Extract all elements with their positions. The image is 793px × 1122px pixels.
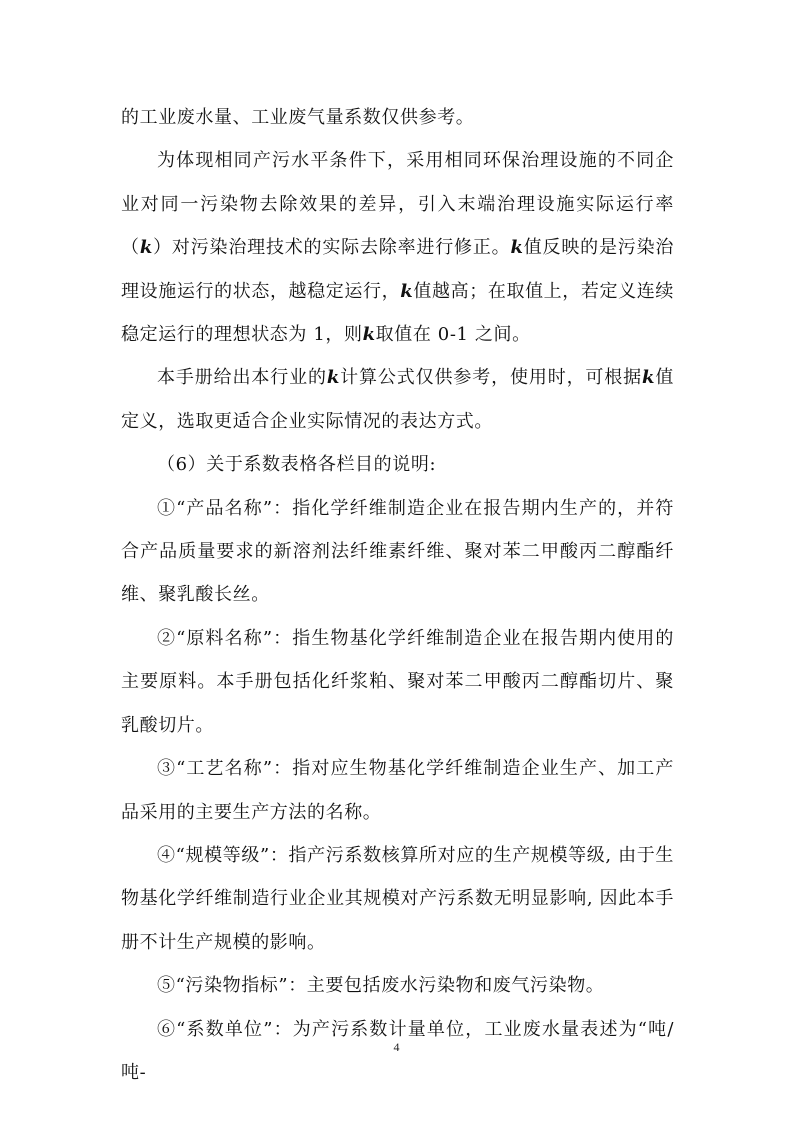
- k-symbol: k: [139, 237, 153, 259]
- paragraph-text: 值定义，选取更适合企业实际情况的表达方式。: [121, 367, 674, 432]
- paragraph-text: ⑥“系数单位”：为产污系数计量单位，工业废水量表述为“吨/吨-: [121, 1018, 674, 1083]
- heading-text: （6）关于系数表格各栏目的说明:: [157, 454, 437, 476]
- paragraph-text: 取值在 0-1 之间。: [375, 324, 531, 346]
- paragraph-text: ②“原料名称”：指生物基化学纤维制造企业在报告期内使用的主要原料。本手册包括化纤浆粕、聚对苯二甲酸丙二醇酯切片、聚乳酸切片。: [121, 627, 674, 736]
- paragraph-k-value-intro: [121, 139, 674, 356]
- body-text: [121, 96, 674, 1094]
- paragraph-continuation: [121, 96, 674, 139]
- paragraph-text: ④“规模等级”：指产污系数核算所对应的生产规模等级, 由于生物基化学纤维制造行业企业其规模对产污系数无明显影响, 因此本手册不计生产规模的影响。: [121, 844, 674, 953]
- item-scale-level: [121, 834, 674, 964]
- item-product-name: [121, 487, 674, 617]
- k-symbol: k: [326, 367, 340, 389]
- paragraph-text: 为体现相同产污水平条件下，采用相同环保治理设施的不同企业对同一污染物去除效果的差异，引入末端治理设施实际运行率（: [121, 150, 674, 259]
- k-symbol: k: [400, 280, 414, 302]
- k-symbol: k: [642, 367, 656, 389]
- paragraph-text: ①“产品名称”：指化学纤维制造企业在报告期内生产的，并符合产品质量要求的新溶剂法纤维素纤维、聚对苯二甲酸丙二醇酯纤维、聚乳酸长丝。: [121, 497, 674, 606]
- paragraph-text: ）对污染治理技术的实际去除率进行修正。: [152, 237, 511, 259]
- paragraph-text: 值反映的是污染治理设施运行的状态，越稳定运行，: [121, 237, 674, 302]
- paragraph-text: 值越高；在取值上，若定义连续稳定运行的理想状态为 1，则: [121, 280, 674, 346]
- section-heading-6: [121, 443, 674, 486]
- item-raw-material-name: [121, 617, 674, 747]
- paragraph-text: 的工业废水量、工业废气量系数仅供参考。: [121, 107, 475, 128]
- item-process-name: [121, 747, 674, 834]
- paragraph-k-formula: [121, 356, 674, 443]
- paragraph-text: ⑤“污染物指标”：主要包括废水污染物和废气污染物。: [157, 975, 605, 997]
- page-number: 4: [393, 1040, 400, 1054]
- item-pollutant-indicator: [121, 964, 674, 1007]
- k-symbol: k: [362, 324, 376, 346]
- paragraph-text: 计算公式仅供参考，使用时，可根据: [339, 367, 643, 389]
- k-symbol: k: [510, 237, 524, 259]
- paragraph-text: ③“工艺名称”：指对应生物基化学纤维制造企业生产、加工产品采用的主要生产方法的名称。: [121, 758, 674, 823]
- paragraph-text: 本手册给出本行业的: [157, 367, 327, 389]
